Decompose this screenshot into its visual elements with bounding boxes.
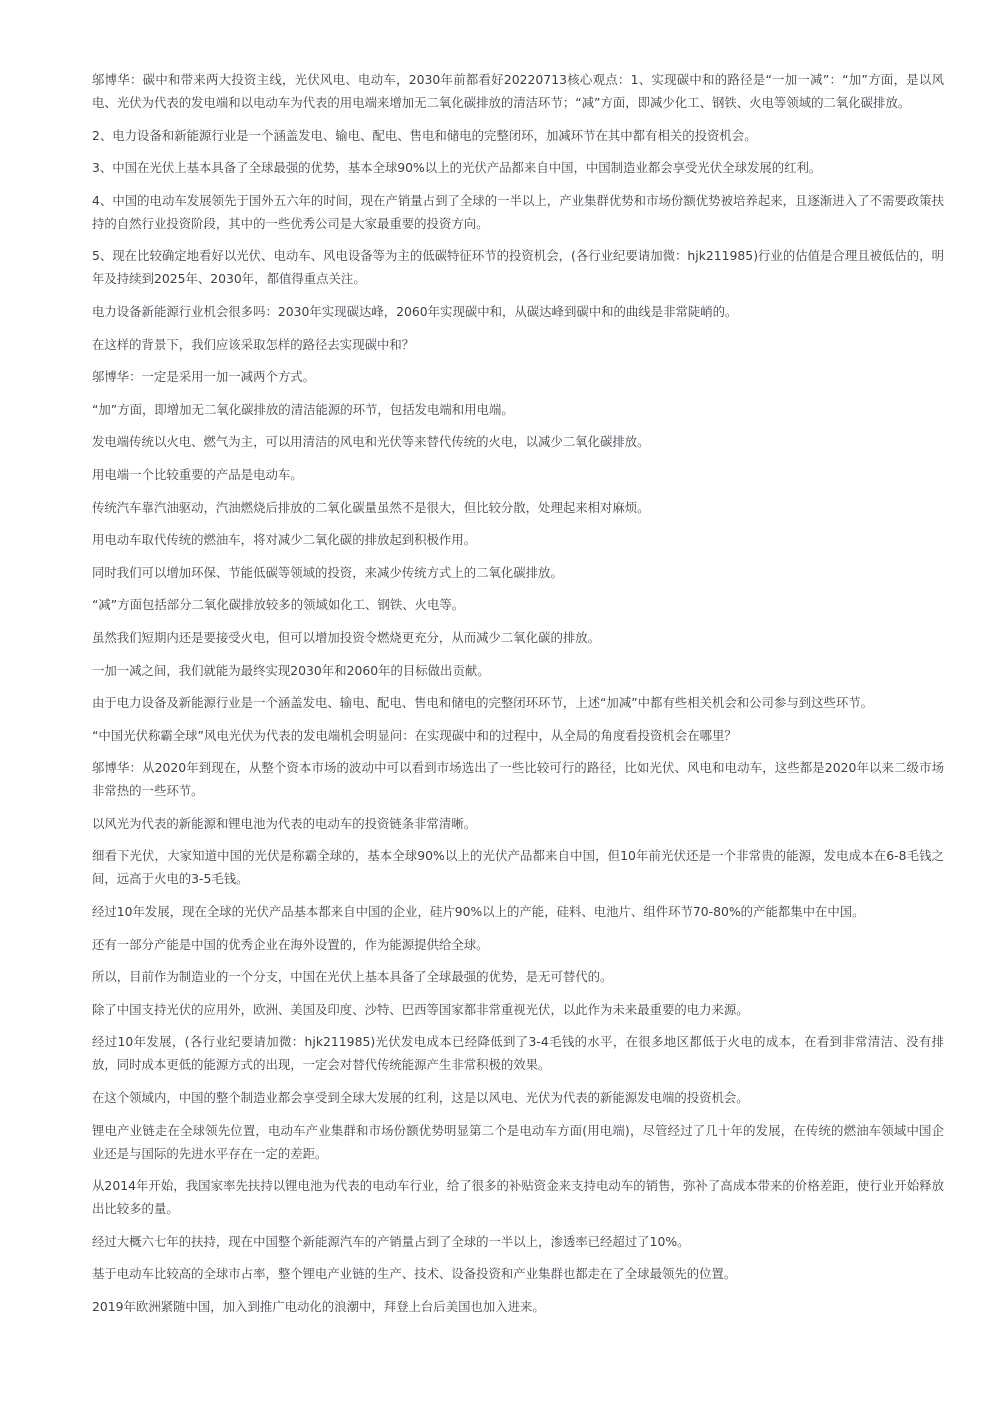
paragraph: 除了中国支持光伏的应用外，欧洲、美国及印度、沙特、巴西等国家都非常重视光伏，以此作为未来最重要的电力来源。 xyxy=(92,1001,749,1017)
paragraph: 经过10年发展，(各行业纪要请加微：hjk211985)光伏发电成本已经降低到了3-4毛钱的水平，在很多地区都低于火电的成本，在看到非常清洁、没有排放，同时成本更低的能源方式的出现，一定会对替代传统能源产生非常积极的效果。 xyxy=(92,1034,944,1073)
paragraph: 锂电产业链走在全球领先位置，电动车产业集群和市场份额优势明显第二个是电动车方面(用电端)，尽管经过了几十年的发展，在传统的燃油车领域中国企业还是与国际的先进水平存在一定的差距。 xyxy=(92,1122,944,1161)
paragraph: 2019年欧洲紧随中国，加入到推广电动化的浪潮中，拜登上台后美国也加入进来。 xyxy=(92,1299,545,1314)
paragraph: 在这样的背景下，我们应该采取怎样的路径去实现碳中和？ xyxy=(92,336,415,352)
paragraph-point-5: 5、现在比较确定地看好以光伏、电动车、风电设备等为主的低碳特征环节的投资机会，(各行业纪要请加微：hjk211985)行业的估值是合理且被低估的，明年及持续到2025年、2030年，都值得重点关注。 xyxy=(92,248,944,287)
paragraph-point-2: 2、电力设备和新能源行业是一个涵盖发电、输电、配电、售电和储电的完整闭环，加减环节在其中都有相关的投资机会。 xyxy=(92,127,757,143)
paragraph-point-3: 3、中国在光伏上基本具备了全球最强的优势，基本全球90%以上的光伏产品都来自中国，中国制造业都会享受光伏全球发展的红利。 xyxy=(92,160,822,176)
paragraph: 由于电力设备及新能源行业是一个涵盖发电、输电、配电、售电和储电的完整闭环环节，上述“加减”中都有些相关机会和公司参与到这些环节。 xyxy=(92,695,874,711)
paragraph: 细看下光伏，大家知道中国的光伏是称霸全球的，基本全球90%以上的光伏产品都来自中国，但10年前光伏还是一个非常贵的能源，发电成本在6-8毛钱之间，远高于火电的3-5毛钱。 xyxy=(92,848,944,887)
paragraph: “减”方面包括部分二氧化碳排放较多的领域如化工、钢铁、火电等。 xyxy=(92,597,465,613)
paragraph: 虽然我们短期内还是要接受火电，但可以增加投资令燃烧更充分，从而减少二氧化碳的排放。 xyxy=(92,629,601,645)
paragraph: 基于电动车比较高的全球市占率，整个锂电产业链的生产、技术、设备投资和产业集群也都走在了全球最领先的位置。 xyxy=(92,1266,737,1282)
paragraph: 电力设备新能源行业机会很多吗：2030年实现碳达峰，2060年实现碳中和，从碳达峰到碳中和的曲线是非常陡峭的。 xyxy=(92,303,738,319)
paragraph: 从2014年开始，我国家率先扶持以锂电池为代表的电动车行业，给了很多的补贴资金来支持电动车的销售，弥补了高成本带来的价格差距，使行业开始释放出比较多的量。 xyxy=(92,1178,944,1217)
paragraph: 一加一减之间，我们就能为最终实现2030年和2060年的目标做出贡献。 xyxy=(92,662,490,678)
paragraph: 用电动车取代传统的燃油车，将对减少二氧化碳的排放起到积极作用。 xyxy=(92,532,477,548)
paragraph: 经过大概六七年的扶持，现在中国整个新能源汽车的产销量占到了全球的一半以上，渗透率已经超过了10%。 xyxy=(92,1233,690,1249)
paragraph: 以风光为代表的新能源和锂电池为代表的电动车的投资链条非常清晰。 xyxy=(92,815,477,831)
document-body xyxy=(92,68,944,1328)
paragraph: 经过10年发展，现在全球的光伏产品基本都来自中国的企业，硅片90%以上的产能，硅料、电池片、组件环节70-80%的产能都集中在中国。 xyxy=(92,904,865,920)
paragraph: 还有一部分产能是中国的优秀企业在海外设置的，作为能源提供给全球。 xyxy=(92,936,489,952)
paragraph-point-4: 4、中国的电动车发展领先于国外五六年的时间，现在产销量占到了全球的一半以上，产业集群优势和市场份额优势被培养起来，且逐渐进入了不需要政策扶持的自然行业投资阶段，其中的一些优秀公司是大家最重要的投资方向。 xyxy=(92,192,944,231)
paragraph: 用电端一个比较重要的产品是电动车。 xyxy=(92,466,303,482)
paragraph: “加”方面，即增加无二氧化碳排放的清洁能源的环节，包括发电端和用电端。 xyxy=(92,401,514,417)
paragraph: 在这个领域内，中国的整个制造业都会享受到全球大发展的红利，这是以风电、光伏为代表的新能源发电端的投资机会。 xyxy=(92,1090,749,1106)
paragraph: 所以，目前作为制造业的一个分支，中国在光伏上基本具备了全球最强的优势，是无可替代的。 xyxy=(92,969,613,985)
paragraph: “中国光伏称霸全球”风电光伏为代表的发电端机会明显问：在实现碳中和的过程中，从全局的角度看投资机会在哪里？ xyxy=(92,727,737,743)
paragraph-intro: 邬博华：碳中和带来两大投资主线，光伏风电、电动车，2030年前都看好20220713核心观点：1、实现碳中和的路径是“一加一减”：“加”方面，是以风电、光伏为代表的发电端和以电动车为代表的用电端来增加无二氧化碳排放的清洁环节；“减”方面，即减少化工、钢铁、火电等领域的二氧化碳排放。 xyxy=(92,72,944,110)
paragraph: 邬博华：从2020年到现在，从整个资本市场的波动中可以看到市场选出了一些比较可行的路径，比如光伏、风电和电动车，这些都是2020年以来二级市场非常热的一些环节。 xyxy=(92,760,944,799)
paragraph: 邬博华：一定是采用一加一减两个方式。 xyxy=(92,369,316,385)
paragraph: 发电端传统以火电、燃气为主，可以用清洁的风电和光伏等来替代传统的火电，以减少二氧化碳排放。 xyxy=(92,434,650,450)
paragraph: 同时我们可以增加环保、节能低碳等领域的投资，来减少传统方式上的二氧化碳排放。 xyxy=(92,564,563,580)
paragraph: 传统汽车靠汽油驱动，汽油燃烧后排放的二氧化碳量虽然不是很大，但比较分散，处理起来相对麻烦。 xyxy=(92,499,650,515)
